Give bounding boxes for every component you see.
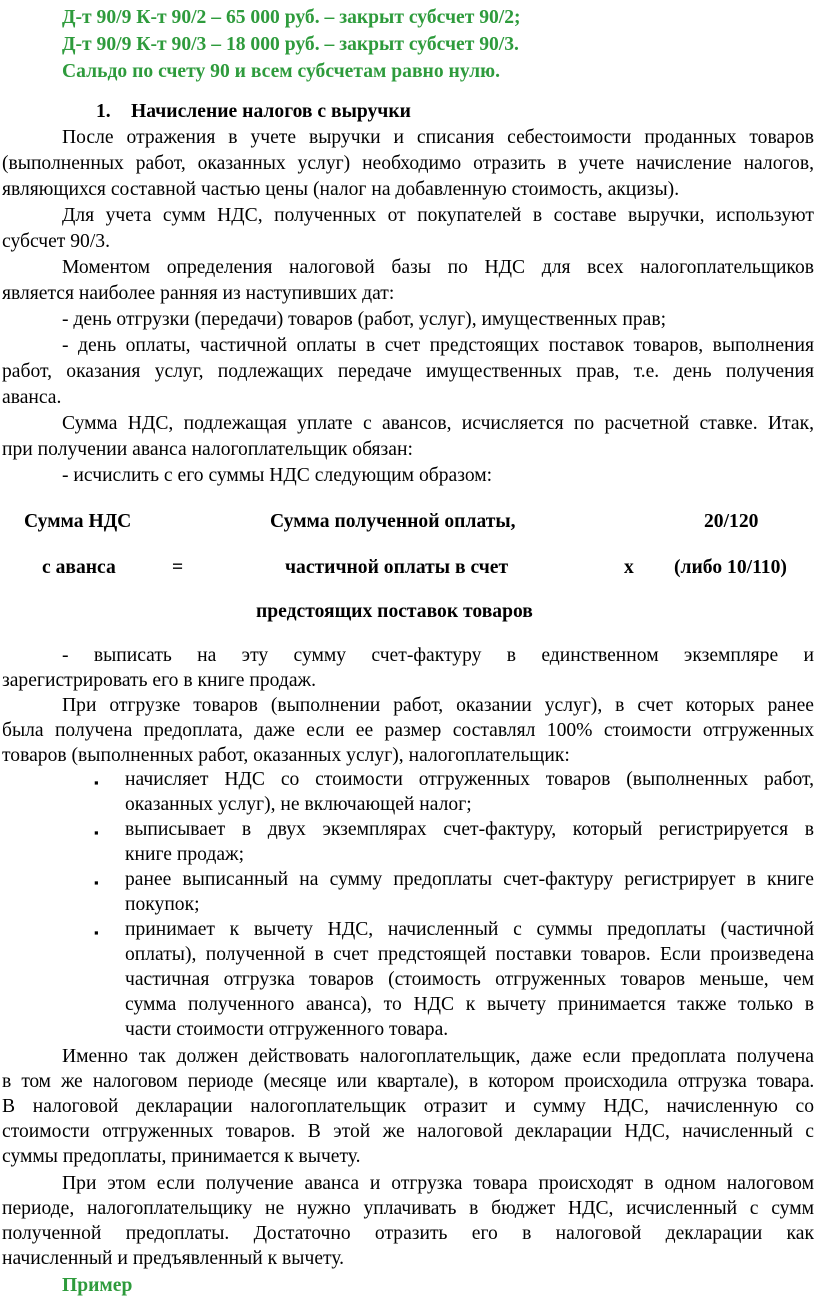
formula-mid-top: Сумма полученной оплаты, bbox=[270, 511, 516, 532]
bullet-1-line-1: начисляет НДС со стоимости отгруженных товаров (выполненных работ, bbox=[125, 769, 814, 790]
para11-line-3: полученной предоплаты. Достаточно отразить его в налоговой декларации как bbox=[2, 1223, 814, 1244]
bullet-4-line-4: сумма полученного аванса), то НДС к вычету принимается также только в bbox=[125, 994, 814, 1015]
para11-line-1: При этом если получение аванса и отгрузка товара происходят в одном налоговом bbox=[62, 1173, 814, 1194]
para6-line-2: при получении аванса налогоплательщик обязан: bbox=[2, 439, 413, 460]
bullet-3-line-2: покупок; bbox=[125, 894, 200, 915]
bullet-2-line-1: выписывает в двух экземплярах счет-фактуру, который регистрируется в bbox=[125, 819, 814, 840]
para1-line-2: (выполненных работ, оказанных услуг) необходимо отразить в учете начисление налогов, bbox=[2, 153, 814, 174]
para10-line-5: суммы предоплаты, принимается к вычету. bbox=[2, 1146, 361, 1167]
para7-line-1: - исчислить с его суммы НДС следующим образом: bbox=[62, 465, 493, 486]
formula-mid-bottom: предстоящих поставок товаров bbox=[256, 601, 533, 622]
para5-line-3: аванса. bbox=[2, 387, 62, 408]
para9-line-3: товаров (выполненных работ, оказанных услуг), налогоплательщик: bbox=[2, 745, 570, 766]
para5-line-2: работ, оказания услуг, подлежащих передаче имущественных прав, т.е. день получения bbox=[2, 361, 814, 382]
formula-right-bottom: (либо 10/110) bbox=[674, 557, 787, 578]
header-line-1: Д-т 90/9 К-т 90/2 – 65 000 руб. – закрыт субсчет 90/2; bbox=[62, 7, 521, 28]
para11-line-2: периоде, налогоплательщику не нужно уплачивать в бюджет НДС, исчисленный с сумм bbox=[2, 1198, 814, 1219]
example-label: Пример bbox=[62, 1275, 133, 1296]
para4-line-1: - день отгрузки (передачи) товаров (работ, услуг), имущественных прав; bbox=[62, 309, 667, 330]
para11-line-4: начисленный и предъявленный к вычету. bbox=[2, 1248, 345, 1269]
bullet-4-line-1: принимает к вычету НДС, начисленный с суммы предоплаты (частичной bbox=[125, 919, 814, 940]
para10-line-1: Именно так должен действовать налогоплательщик, даже если предоплата получена bbox=[62, 1046, 814, 1067]
bullet-4-line-2: оплаты), полученной в счет предстоящей поставки товаров. Если произведена bbox=[125, 944, 814, 965]
formula-times: х bbox=[624, 557, 634, 578]
header-line-3: Сальдо по счету 90 и всем субсчетам равно нулю. bbox=[62, 61, 501, 82]
bullet-4-line-3: частичная отгрузка товаров (стоимость отгруженных товаров меньше, чем bbox=[125, 969, 814, 990]
para10-line-3: В налоговой декларации налогоплательщик отразит и сумму НДС, начисленную со bbox=[2, 1096, 814, 1117]
square-bullet-icon: ▪ bbox=[94, 925, 99, 940]
para8-line-2: зарегистрировать его в книге продаж. bbox=[2, 670, 316, 691]
para6-line-1: Сумма НДС, подлежащая уплате с авансов, исчисляется по расчетной ставке. Итак, bbox=[62, 413, 814, 434]
bullet-3-line-1: ранее выписанный на сумму предоплаты счет-фактуру регистрирует в книге bbox=[125, 869, 814, 890]
bullet-1-line-2: оказанных услуг), не включающей налог; bbox=[125, 794, 472, 815]
formula-mid-middle: частичной оплаты в счет bbox=[285, 557, 509, 578]
para9-line-2: была получена предоплата, даже если ее размер составлял 100% стоимости отгруженных bbox=[2, 720, 814, 741]
para8-line-1: - выписать на эту сумму счет-фактуру в единственном экземпляре и bbox=[62, 645, 814, 666]
para5-line-1: - день оплаты, частичной оплаты в счет предстоящих поставок товаров, выполнения bbox=[62, 335, 814, 356]
bullet-4-line-5: части стоимости отгруженного товара. bbox=[125, 1019, 449, 1040]
bullet-2-line-2: книге продаж; bbox=[125, 844, 245, 865]
square-bullet-icon: ▪ bbox=[94, 775, 99, 790]
para2-line-1: Для учета сумм НДС, полученных от покупателей в составе выручки, используют bbox=[62, 205, 814, 226]
para10-line-2: в том же налоговом периоде (месяце или квартале), в котором происходила отгрузка товара. bbox=[2, 1071, 814, 1092]
square-bullet-icon: ▪ bbox=[94, 825, 99, 840]
para1-line-3: являющихся составной частью цены (налог на добавленную стоимость, акцизы). bbox=[2, 179, 680, 200]
para3-line-2: является наиболее ранняя из наступивших дат: bbox=[2, 283, 395, 304]
para3-line-1: Моментом определения налоговой базы по НДС для всех налогоплательщиков bbox=[62, 257, 814, 278]
square-bullet-icon: ▪ bbox=[94, 875, 99, 890]
para2-line-2: субсчет 90/3. bbox=[2, 231, 110, 252]
formula-left-top: Сумма НДС bbox=[24, 511, 132, 532]
formula-right-top: 20/120 bbox=[704, 511, 759, 532]
formula-equals: = bbox=[172, 557, 184, 578]
para10-line-4: стоимости отгруженных товаров. В этой же налоговой декларации НДС, начисленный с bbox=[2, 1121, 814, 1142]
para9-line-1: При отгрузке товаров (выполнении работ, оказании услуг), в счет которых ранее bbox=[62, 695, 814, 716]
section-number: 1. bbox=[96, 101, 111, 122]
para1-line-1: После отражения в учете выручки и списания себестоимости проданных товаров bbox=[62, 127, 814, 148]
section-title: Начисление налогов с выручки bbox=[131, 101, 411, 122]
header-line-2: Д-т 90/9 К-т 90/3 – 18 000 руб. – закрыт субсчет 90/3. bbox=[62, 34, 519, 55]
formula-left-bottom: с аванса bbox=[42, 557, 116, 578]
